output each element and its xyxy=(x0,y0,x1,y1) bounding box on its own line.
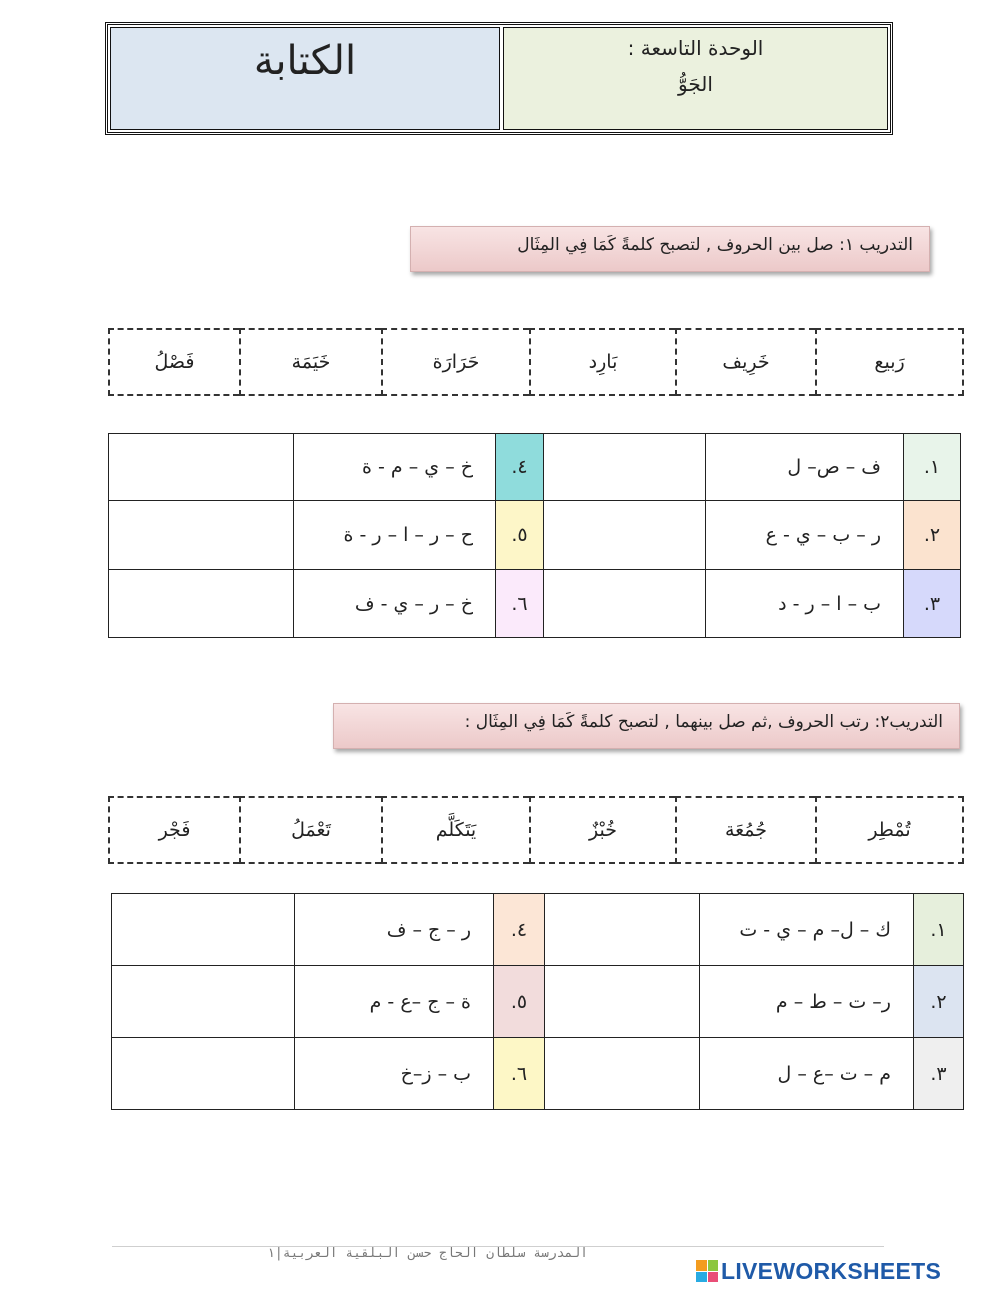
word-bank-item[interactable]: يَتَكَلَّم xyxy=(382,797,530,863)
item-number: ٥. xyxy=(496,501,544,570)
answer-input[interactable] xyxy=(544,434,706,501)
unit-title: الجَوُّ xyxy=(678,72,713,96)
letters-cell: م – ت –ع – ل xyxy=(700,1038,914,1110)
word-bank-item[interactable]: فَصْلُ xyxy=(109,329,240,395)
answer-input[interactable] xyxy=(545,966,700,1038)
unit-cell xyxy=(503,27,888,130)
table-row xyxy=(109,570,961,638)
item-number: ٤. xyxy=(496,434,544,501)
answer-input[interactable] xyxy=(544,501,706,570)
letters-cell: ب – ا – ر - د xyxy=(706,570,904,638)
answer-input[interactable] xyxy=(112,1038,295,1110)
item-number: ٦. xyxy=(494,1038,545,1110)
letters-cell: ة – ج –ع - م xyxy=(295,966,494,1038)
letters-cell: ح – ر – ا – ر - ة xyxy=(294,501,496,570)
item-number: ١. xyxy=(904,434,961,501)
exercise2-instruction xyxy=(333,703,960,749)
answer-input[interactable] xyxy=(545,894,700,966)
letters-cell: ب – ز–خ xyxy=(295,1038,494,1110)
exercise2-grid xyxy=(111,893,964,1110)
footer-school-name: المدرسة سلطان الحاج حسن البلقية العربية|١ xyxy=(267,1246,588,1261)
word-bank-item[interactable]: رَبيع xyxy=(816,329,963,395)
word-bank-item[interactable]: تَعْمَلُ xyxy=(240,797,382,863)
letters-cell: ر – ب – ي - ع xyxy=(706,501,904,570)
table-row xyxy=(112,1038,964,1110)
item-number: ١. xyxy=(914,894,964,966)
header-box xyxy=(105,22,893,135)
liveworksheets-logo-icon xyxy=(696,1260,718,1282)
word-bank-item[interactable]: بَارِد xyxy=(530,329,676,395)
word-bank-item[interactable]: جُمُعَة xyxy=(676,797,816,863)
table-row xyxy=(109,434,961,501)
answer-input[interactable] xyxy=(109,501,294,570)
word-bank-item[interactable]: تُمْطِر xyxy=(816,797,963,863)
item-number: ٣. xyxy=(904,570,961,638)
exercise2-instruction-text: التدريب٢: رتب الحروف ,ثم صل بينهما , لتصبح كلمةً كَمَا فِي المِثَال : xyxy=(464,712,943,732)
letters-cell: خ – ي – م - ة xyxy=(294,434,496,501)
letters-cell: ك – ل– م – ي - ت xyxy=(700,894,914,966)
word-bank-item[interactable]: خَيَمَة xyxy=(240,329,382,395)
subject-title: الكتابة xyxy=(253,38,357,84)
item-number: ٣. xyxy=(914,1038,964,1110)
word-bank-item[interactable]: حَرَارَة xyxy=(382,329,530,395)
item-number: ٦. xyxy=(496,570,544,638)
table-row xyxy=(112,894,964,966)
answer-input[interactable] xyxy=(109,434,294,501)
brand-name: LIVEWORKSHEETS xyxy=(721,1257,942,1284)
letters-cell: ر – ج – ف xyxy=(295,894,494,966)
exercise1-instruction-text: التدريب ١: صل بين الحروف , لتصبح كلمةً كَمَا فِي المِثَال xyxy=(517,235,913,255)
exercise1-word-bank xyxy=(108,328,964,396)
item-number: ٥. xyxy=(494,966,545,1038)
subject-cell xyxy=(110,27,500,130)
answer-input[interactable] xyxy=(544,570,706,638)
answer-input[interactable] xyxy=(109,570,294,638)
word-bank-item[interactable]: خَرِيف xyxy=(676,329,816,395)
table-row xyxy=(112,966,964,1038)
answer-input[interactable] xyxy=(112,894,295,966)
exercise1-instruction xyxy=(410,226,930,272)
word-bank-item[interactable]: فَجْر xyxy=(109,797,240,863)
unit-label: الوحدة التاسعة : xyxy=(627,36,764,60)
liveworksheets-brand[interactable] xyxy=(696,1258,996,1284)
exercise2-word-bank xyxy=(108,796,964,864)
letters-cell: ف – ص– ل xyxy=(706,434,904,501)
item-number: ٢. xyxy=(914,966,964,1038)
letters-cell: ر– ت – ط – م xyxy=(700,966,914,1038)
letters-cell: خ – ر – ي - ف xyxy=(294,570,496,638)
table-row xyxy=(109,501,961,570)
word-bank-item[interactable]: خُبْزٌ xyxy=(530,797,676,863)
answer-input[interactable] xyxy=(545,1038,700,1110)
answer-input[interactable] xyxy=(112,966,295,1038)
item-number: ٢. xyxy=(904,501,961,570)
item-number: ٤. xyxy=(494,894,545,966)
exercise1-grid xyxy=(108,433,961,638)
